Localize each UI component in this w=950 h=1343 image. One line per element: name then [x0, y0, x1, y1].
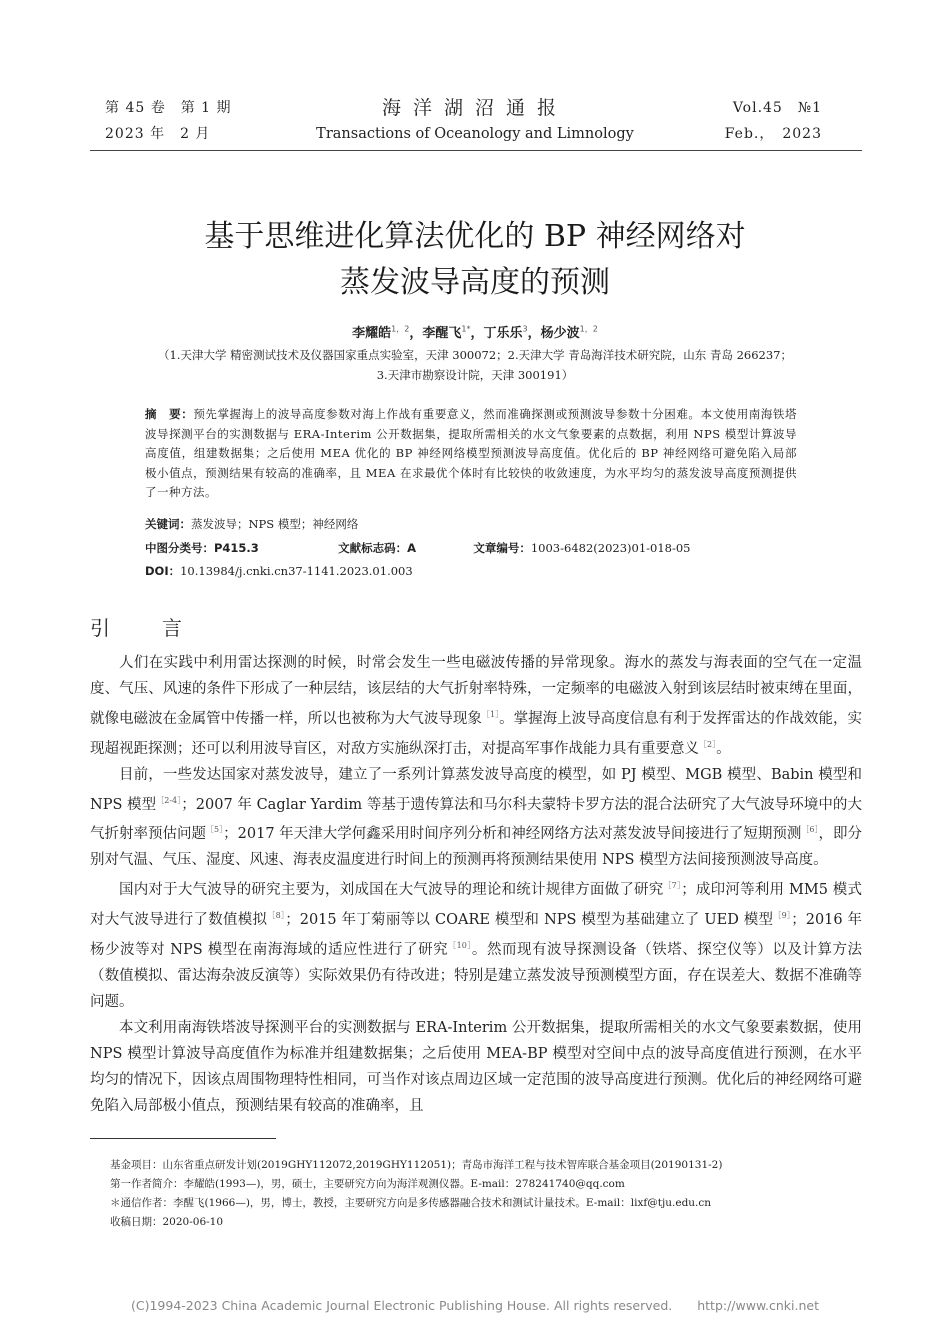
author-affil-mark: 1，2	[579, 324, 598, 334]
abstract	[145, 405, 797, 503]
footnote-fund: 基金项目：山东省重点研发计划(2019GHY112072,2019GHY112051)；青岛市海洋工程与技术智库联合基金项目(20190131-2)	[110, 1159, 723, 1171]
author-affil-mark: 3	[522, 324, 528, 334]
paragraph: 目前，一些发达国家对蒸发波导，建立了一系列计算蒸发波导高度的模型，如 PJ 模型、MGB 模型、Babin 模型和 NPS 模型$^{[2-4]}$；2007 年 Caglar Yardim 等基于遗传算法和马尔科夫蒙特卡罗方法的混合法研究了大气波导环境中的大气折射率预估问题$^{[5]}$；2017 年天津大学何鑫采用时间序列分析和神经网络方法对蒸发波导间接进行了短期预测$^{[6]}$，即分别对气温、气压、湿度、风速、海表皮温度进行时间上的预测再将预测结果使用 NPS 模型方法间接预测波导高度。	[90, 766, 862, 869]
keywords-label: 关键词：	[145, 517, 191, 531]
footnote-first-author: 第一作者简介：李耀皓(1993—)，男，硕士，主要研究方向为海洋观测仪器。E-mail：278241740@qq.com	[110, 1178, 625, 1190]
doi-label: DOI：	[145, 564, 181, 578]
paper-title	[0, 214, 950, 306]
header-volume-en: Vol.45 №1	[732, 100, 822, 116]
clc-label: 中图分类号：	[145, 541, 214, 555]
header-date-en: Feb.， 2023	[724, 126, 822, 142]
journal-name-cn: 海洋湖沼通报	[381, 97, 568, 119]
citation[interactable]: ［6］	[801, 825, 819, 835]
citation[interactable]: ［9］	[773, 911, 792, 921]
author-name: 李耀皓	[352, 326, 392, 341]
footnote-corresponding: ＊通信作者：李醒飞(1966—)，男，博士，教授，主要研究方向是多传感器融合技术和测试计量技术。E-mail：lixf@tju.edu.cn	[110, 1197, 712, 1209]
author-name: 李醒飞	[422, 326, 462, 341]
citation[interactable]: ［2-4］	[156, 795, 182, 805]
article-number-label: 文章编号：	[473, 541, 531, 555]
keywords	[145, 514, 797, 534]
affiliation-line-2: 3.天津市勘察设计院，天津 300191）	[376, 368, 574, 382]
abstract-text: 预先掌握海上的波导高度参数对海上作战有重要意义，然而准确探测或预测波导参数十分困难。本文使用南海铁塔波导探测平台的实测数据与 ERA-Interim 公开数据集，提取所需相关的水文气象要素的点数据，利用 NPS 模型计算波导高度值，组建数据集；之后使用 MEA 优化的 BP 神经网络模型预测波导高度值。优化后的 BP 神经网络可避免陷入局部极小值点，预测结果有较高的准确率，且 MEA 在求最优个体时有比较快的收敛速度，为水平均匀的蒸发波导高度预测提供了一种方法。	[145, 407, 798, 499]
classification-row	[145, 538, 797, 558]
citation[interactable]: ［8］	[267, 911, 286, 921]
author-list: 李耀皓$^{1,2}$，李醒飞$^{1*}$，丁乐乐$^3$，杨少波$^{1,2}$	[352, 324, 598, 341]
citation[interactable]: ［10］	[448, 940, 472, 950]
clc-value: P415.3	[214, 541, 259, 555]
section-heading: 引 言	[90, 616, 198, 640]
paragraph: 人们在实践中利用雷达探测的时候，时常会发生一些电磁波传播的异常现象。海水的蒸发与海表面的空气在一定温度、气压、风速的条件下形成了一种层结，该层结的大气折射率特殊，一定频率的电磁波入射到该层结时被束缚在里面，就像电磁波在金属管中传播一样，所以也被称为大气波导现象$^{[1]}$。掌握海上波导高度信息有利于发挥雷达的作战效能，实现超视距探测；还可以利用波导盲区，对敌方实施纵深打击，对提高军事作战能力具有重要意义$^{[2]}$。	[90, 655, 862, 757]
doi-row	[145, 561, 797, 581]
citation[interactable]: ［5］	[206, 825, 224, 835]
footnote-rule	[90, 1138, 276, 1139]
copyright-watermark: (C)1994-2023 China Academic Journal Electronic Publishing House. All rights reserved. http://www.cnki.net	[130, 1298, 820, 1313]
citation[interactable]: ［1］	[481, 710, 500, 719]
author-name: 丁乐乐	[483, 326, 523, 341]
affiliations	[90, 345, 860, 385]
title-line-2: 蒸发波导高度的预测	[340, 265, 610, 300]
affiliation-line-1: （1.天津大学 精密测试技术及仪器国家重点实验室，天津 300072；2.天津大学 青岛海洋技术研究院，山东 青岛 266237；	[157, 348, 793, 362]
journal-name-en: Transactions of Oceanology and Limnology	[316, 126, 634, 142]
header-volume-cn: 第 45 卷 第 1 期	[105, 100, 232, 116]
doc-code-value: A	[407, 541, 417, 555]
author-affil-mark: 1*	[461, 324, 471, 334]
keywords-text: 蒸发波导；NPS 模型；神经网络	[191, 517, 359, 531]
paragraph: 国内对于大气波导的研究主要为，刘成国在大气波导的理论和统计规律方面做了研究$^{[7]}$；成印河等利用 MM5 模式对大气波导进行了数值模拟$^{[8]}$；2015 年丁菊丽等以 COARE 模型和 NPS 模型为基础建立了 UED 模型$^{[9]}$；2016 年杨少波等对 NPS 模型在南海海域的适应性进行了研究$^{[10]}$。然而现有波导探测设备（铁塔、探空仪等）以及计算方法（数值模拟、雷达海杂波反演等）实际效果仍有待改进；特别是建立蒸发波导预测模型方面，存在误差大、数据不准确等问题。	[90, 881, 863, 1010]
body-text	[90, 650, 862, 1119]
author-name: 杨少波	[540, 326, 580, 341]
citation[interactable]: ［7］	[663, 881, 682, 891]
footnote-received: 收稿日期：2020-06-10	[110, 1216, 224, 1228]
abstract-label: 摘 要：	[145, 407, 194, 421]
title-line-1: 基于思维进化算法优化的 BP 神经网络对	[204, 219, 746, 254]
header-date-cn: 2023 年 2 月	[105, 126, 211, 142]
header-volume-en-block	[725, 95, 822, 147]
author-affil-mark: 1，2	[391, 324, 410, 334]
footnotes	[110, 1156, 862, 1232]
citation[interactable]: ［2］	[699, 739, 717, 749]
header-rule	[90, 150, 862, 151]
article-number-value: 1003-6482(2023)01-018-05	[530, 541, 691, 555]
doc-code-label: 文献标志码：	[338, 541, 408, 555]
doi-value[interactable]: 10.13984/j.cnki.cn37-1141.2023.01.003	[180, 564, 413, 578]
paragraph: 本文利用南海铁塔波导探测平台的实测数据与 ERA-Interim 公开数据集，提取所需相关的水文气象要素数据，使用 NPS 模型计算波导高度值作为标准并组建数据集；之后使用 MEA-BP 模型对空间中点的波导高度值进行预测，在水平均匀的情况下，因该点周围物理特性相同，可当作对该点周边区域一定范围的波导高度进行预测。优化后的神经网络可避免陷入局部极小值点，预测结果有较高的准确率，且	[90, 1019, 862, 1114]
